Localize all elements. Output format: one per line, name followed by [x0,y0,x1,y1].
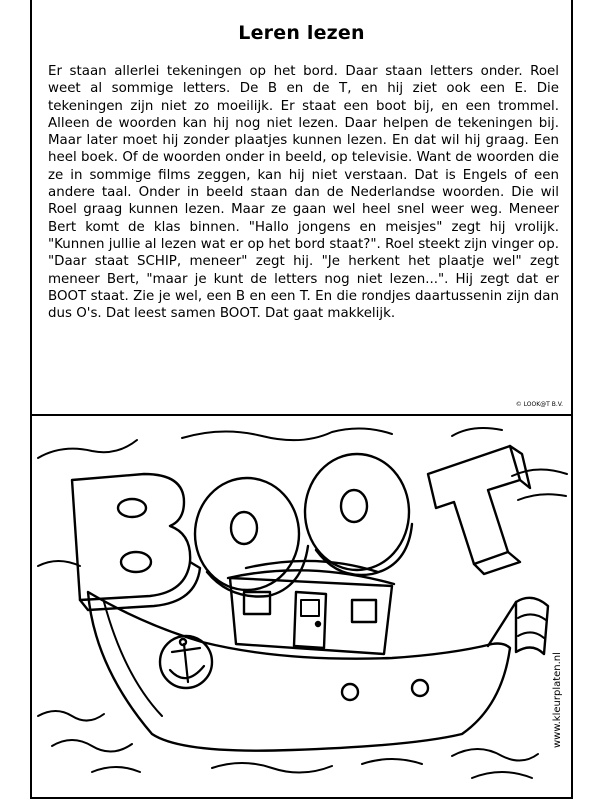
page-title: Leren lezen [238,22,365,44]
porthole-1 [342,684,358,700]
boat-flag [488,598,548,654]
letter-t [428,446,530,574]
coloring-illustration [32,416,571,797]
cabin-window-right [352,600,376,622]
letter-b [72,474,200,610]
boot-letters [72,446,530,610]
porthole-2 [412,680,428,696]
sky-lines [38,428,567,566]
website-credit: www.kleurplaten.nl [552,652,563,748]
copyright-notice: © LOOK@T B.V. [515,401,563,408]
boat-hull [88,592,510,751]
story-text: Er staan allerlei tekeningen op het bord. Daar staan letters onder. Roel weet al sommige letters. De B en de T, en hij ziet ook een E. Die tekeningen zijn niet zo moeilijk. Er staat een boot bij, en een trommel. Alleen de woorden kan hij nog niet lezen. Daar helpen de tekeningen bij. Maar later moet hij zonder plaatjes kunnen lezen. En dat wil hij graag. Een heel boek. Of de woorden onder in beeld, op televisie. Want de woorden die ze in sommige films zeggen, kan hij niet verstaan. Dat is Engels of een andere taal. Onder in beeld staan dan de Nederlandse woorden. Die wil Roel graag kunnen lezen. Maar ze gaan wel heel snel weer weg. Meneer Bert komt de klas binnen. "Hallo jongens en meisjes" zegt hij vrolijk. "Kunnen jullie al lezen wat er op het bord staat?". Roel steekt zijn vinger op. "Daar staat SCHIP, meneer" zegt hij. "Je herkent het plaatje wel" zegt meneer Bert, "maar je kunt de letters nog niet lezen...". Hij zegt dat er BOOT staat. Zie je wel, een B en een T. En die rondjes daartussenin zijn dan dus O's. Dat leest samen BOOT. Dat gaat makkelijk. [48,64,559,322]
boat [88,561,548,751]
water-waves [38,711,538,778]
letter-o-2 [305,454,412,575]
anchor-emblem [160,636,212,688]
worksheet-page [30,0,573,799]
